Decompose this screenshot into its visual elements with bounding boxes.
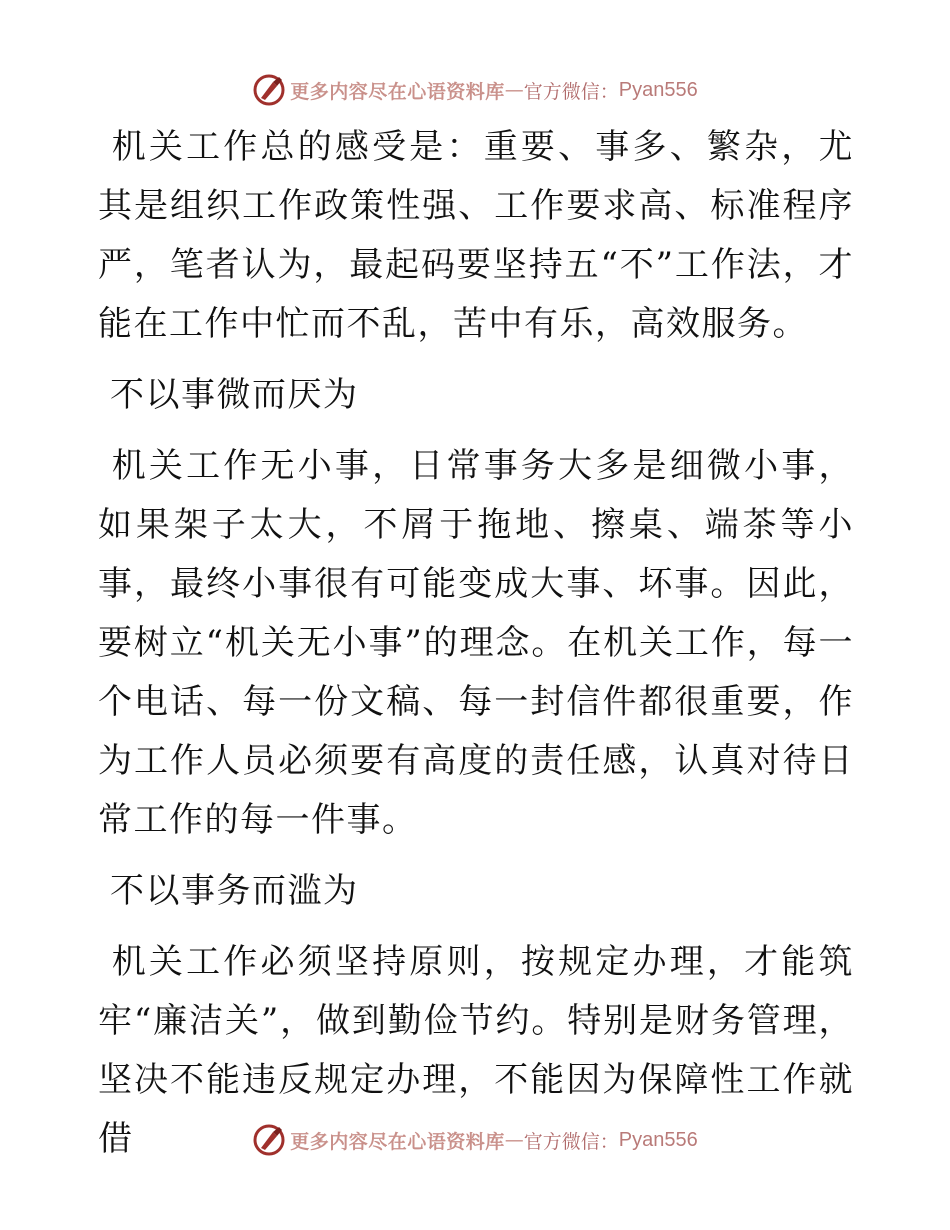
banner-separator: — [504,1129,524,1151]
banner-separator: — [504,79,524,101]
paragraph-text: 机关工作必须坚持原则，按规定办理，才能筑牢“廉洁关”，做到勤俭节约。特别是财务管理，坚决不能违反规定办理，不能因为保障性工作就借 [98,942,854,1159]
document-body [98,118,854,1181]
paragraph [98,437,854,850]
paragraph-text: 机关工作无小事，日常事务大多是细微小事，如果架子太大，不屑于拖地、擦桌、端茶等小事，最终小事很有可能变成大事、坏事。因此，要树立“机关无小事”的理念。在机关工作，每一个电话、每一份文稿、每一封信件都很重要，作为工作人员必须要有高度的责任感，认真对待日常工作的每一件事。 [98,446,854,840]
paragraph [98,118,854,354]
logo-icon [252,73,286,107]
banner-official-label: 官方微信： [523,80,619,103]
section-heading: 不以事务而滥为 [110,871,359,911]
banner-wechat-id: Pyan556 [618,78,698,101]
footer-banner [0,1120,950,1160]
banner-wechat-id: Pyan556 [618,1128,698,1151]
banner-title: 更多内容尽在心语资料库 [290,1130,505,1153]
header-banner [0,70,950,110]
banner-official-label: 官方微信： [523,1130,619,1153]
logo-icon [252,1123,286,1157]
paragraph-text: 机关工作总的感受是：重要、事多、繁杂，尤其是组织工作政策性强、工作要求高、标准程序严，笔者认为，最起码要坚持五“不”工作法，才能在工作中忙而不乱，苦中有乐，高效服务。 [98,127,854,344]
section-heading: 不以事微而厌为 [110,375,359,415]
banner-title: 更多内容尽在心语资料库 [290,80,505,103]
